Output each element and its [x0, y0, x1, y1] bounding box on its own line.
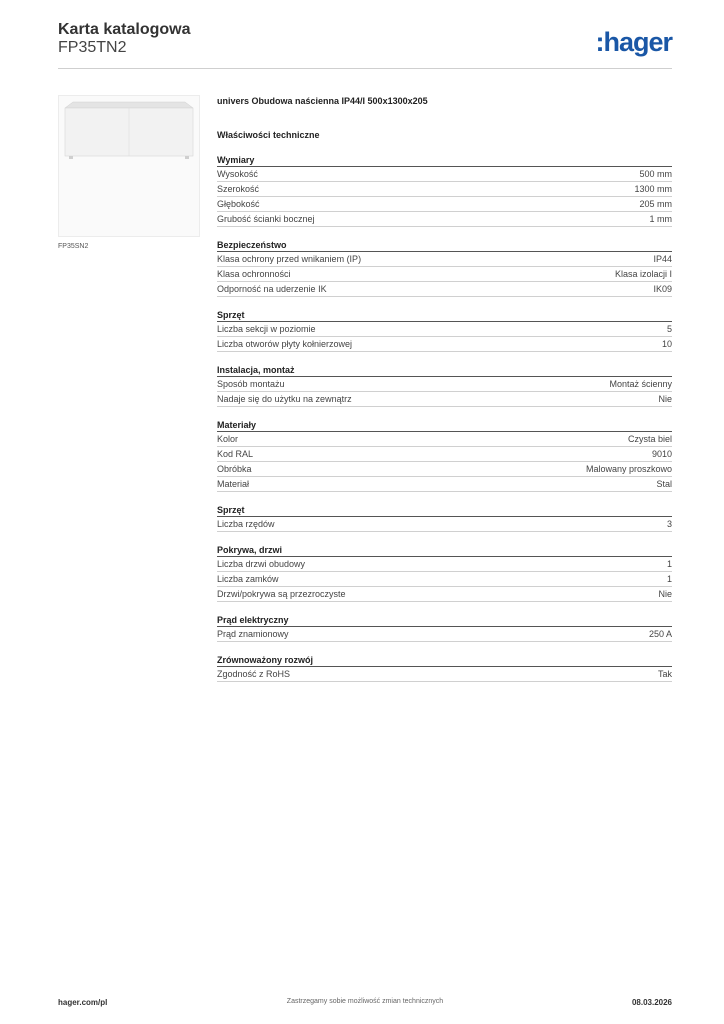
section-title: Sprzęt [217, 503, 672, 517]
spec-row [217, 667, 672, 682]
spec-row [217, 447, 672, 462]
spec-value: Czysta biel [627, 434, 672, 444]
enclosure-illustration [59, 96, 199, 236]
spec-section [217, 363, 672, 407]
product-image [58, 95, 200, 237]
spec-label: Grubość ścianki bocznej [217, 214, 315, 224]
tech-properties-title: Właściwości techniczne [217, 130, 320, 140]
spec-section [217, 308, 672, 352]
spec-section [217, 418, 672, 492]
spec-value: 500 mm [639, 169, 672, 179]
spec-row [217, 377, 672, 392]
spec-value: Malowany proszkowo [585, 464, 672, 474]
section-title: Bezpieczeństwo [217, 238, 672, 252]
spec-row [217, 337, 672, 352]
spec-label: Głębokość [217, 199, 260, 209]
spec-section [217, 153, 672, 227]
spec-value: Nie [658, 589, 672, 599]
section-title: Instalacja, montaż [217, 363, 672, 377]
spec-row [217, 432, 672, 447]
spec-value: 205 mm [639, 199, 672, 209]
spec-value: 10 [661, 339, 672, 349]
section-title: Sprzęt [217, 308, 672, 322]
spec-value: 3 [666, 519, 672, 529]
spec-value: Klasa izolacji I [614, 269, 672, 279]
footer-website[interactable]: hager.com/pl [58, 998, 108, 1007]
spec-row [217, 517, 672, 532]
spec-label: Sposób montażu [217, 379, 285, 389]
hager-logo: :hager [595, 27, 672, 57]
spec-label: Szerokość [217, 184, 260, 194]
spec-label: Drzwi/pokrywa są przezroczyste [217, 589, 346, 599]
spec-row [217, 252, 672, 267]
section-title: Prąd elektryczny [217, 613, 672, 627]
section-title: Zrównoważony rozwój [217, 653, 672, 667]
spec-label: Odporność na uderzenie IK [217, 284, 327, 294]
spec-value: IK09 [653, 284, 672, 294]
spec-section [217, 613, 672, 642]
spec-value: Nie [658, 394, 672, 404]
spec-row [217, 282, 672, 297]
spec-label: Prąd znamionowy [217, 629, 289, 639]
doc-title: Karta katalogowa [58, 21, 191, 38]
spec-value: IP44 [653, 254, 672, 264]
spec-section [217, 653, 672, 682]
spec-section [217, 238, 672, 297]
spec-value: Stal [656, 479, 672, 489]
spec-value: 1300 mm [634, 184, 672, 194]
spec-label: Materiał [217, 479, 250, 489]
product-description: univers Obudowa naścienna IP44/I 500x1300x205 [217, 96, 428, 106]
spec-row [217, 392, 672, 407]
spec-row [217, 322, 672, 337]
section-title: Pokrywa, drzwi [217, 543, 672, 557]
spec-section [217, 543, 672, 602]
spec-section [217, 503, 672, 532]
spec-value: 1 [666, 559, 672, 569]
spec-row [217, 627, 672, 642]
image-caption: FP35SN2 [58, 243, 89, 250]
spec-value: 9010 [651, 449, 672, 459]
spec-value: 250 A [648, 629, 672, 639]
spec-row [217, 572, 672, 587]
footer-disclaimer: Zastrzegamy sobie możliwość zmian technicznych [286, 998, 444, 1005]
spec-value: 5 [666, 324, 672, 334]
product-code: FP35TN2 [58, 39, 127, 56]
spec-label: Klasa ochronności [217, 269, 291, 279]
spec-value: Montaż ścienny [609, 379, 672, 389]
spec-label: Zgodność z RoHS [217, 669, 291, 679]
page-header [58, 21, 672, 69]
spec-row [217, 587, 672, 602]
spec-row [217, 462, 672, 477]
spec-label: Klasa ochrony przed wnikaniem (IP) [217, 254, 362, 264]
spec-row [217, 477, 672, 492]
spec-row [217, 267, 672, 282]
section-title: Materiały [217, 418, 672, 432]
spec-value: 1 [666, 574, 672, 584]
spec-row [217, 212, 672, 227]
spec-label: Nadaje się do użytku na zewnątrz [217, 394, 352, 404]
spec-row [217, 557, 672, 572]
spec-row [217, 182, 672, 197]
spec-label: Obróbka [217, 464, 252, 474]
spec-row [217, 167, 672, 182]
spec-label: Kod RAL [217, 449, 254, 459]
spec-value: Tak [657, 669, 672, 679]
spec-label: Liczba drzwi obudowy [217, 559, 306, 569]
spec-value: 1 mm [649, 214, 672, 224]
footer-date: 08.03.2026 [631, 998, 672, 1007]
spec-label: Kolor [217, 434, 239, 444]
spec-label: Liczba zamków [217, 574, 279, 584]
spec-sections [217, 153, 672, 682]
spec-label: Liczba sekcji w poziomie [217, 324, 316, 334]
spec-label: Liczba rzędów [217, 519, 275, 529]
spec-content [217, 95, 672, 693]
spec-label: Liczba otworów płyty kołnierzowej [217, 339, 353, 349]
spec-label: Wysokość [217, 169, 258, 179]
spec-row [217, 197, 672, 212]
section-title: Wymiary [217, 153, 672, 167]
